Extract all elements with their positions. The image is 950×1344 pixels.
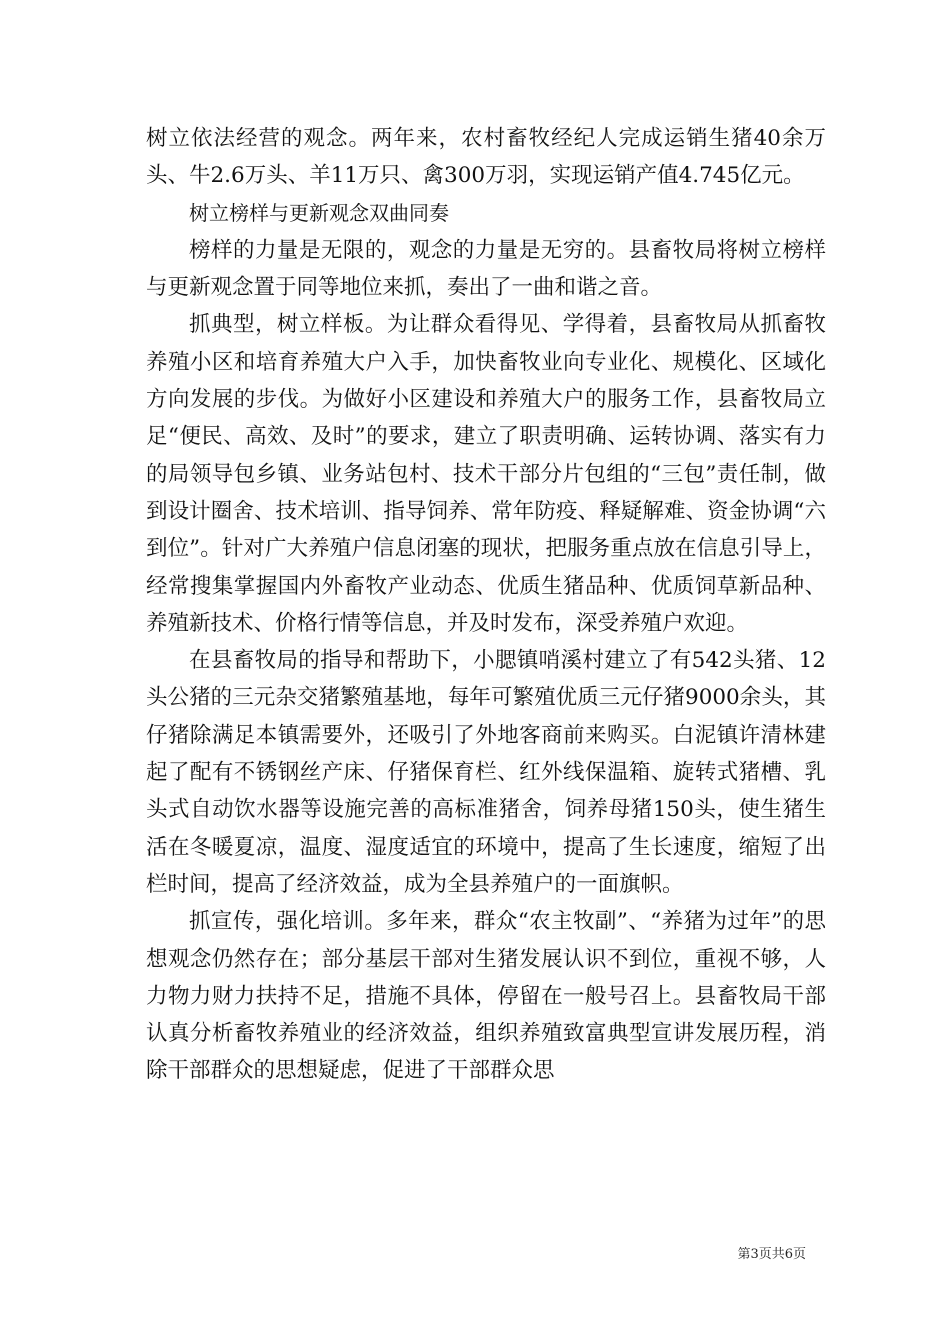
paragraph-continuation: 树立依法经营的观念。两年来，农村畜牧经纪人完成运销生猪40余万头、牛2.6万头、羊11万只、禽300万羽，实现运销产值4.745亿元。 — [146, 126, 826, 189]
paragraph-publicity-training: 抓宣传，强化培训。多年来，群众“农主牧副”、“养猪为过年”的思想观念仍然存在；部分基层干部对生猪发展认识不到位，重视不够，人力物力财力扶持不足，措施不具体，停留在一般号召上。县畜牧局干部认真分析畜牧养殖业的经济效益，组织养殖致富典型宣讲发展历程，消除干部群众的思想疑虑，促进了干部群众思 — [146, 909, 826, 1084]
paragraph-typical-model: 抓典型，树立样板。为让群众看得见、学得着，县畜牧局从抓畜牧养殖小区和培育养殖大户入手，加快畜牧业向专业化、规模化、区域化方向发展的步伐。为做好小区建设和养殖大户的服务工作，县畜牧局立足“便民、高效、及时”的要求，建立了职责明确、运转协调、落实有力的局领导包乡镇、业务站包村、技术干部分片包组的“三包”责任制，做到设计圈舍、技术培训、指导饲养、常年防疫、释疑解难、资金协调“六到位”。针对广大养殖户信息闭塞的现状，把服务重点放在信息引导上，经常搜集掌握国内外畜牧产业动态、优质生猪品种、优质饲草新品种、养殖新技术、价格行情等信息，并及时发布，深受养殖户欢迎。 — [146, 312, 826, 636]
paragraph-intro: 榜样的力量是无限的，观念的力量是无穷的。县畜牧局将树立榜样与更新观念置于同等地位来抓，奏出了一曲和谐之音。 — [146, 237, 826, 301]
section-heading: 树立榜样与更新观念双曲同奏 — [189, 200, 449, 225]
paragraph-breeding-base: 在县畜牧局的指导和帮助下，小腮镇哨溪村建立了有542头猪、12头公猪的三元杂交猪繁殖基地，每年可繁殖优质三元仔猪9000余头，其仔猪除满足本镇需要外，还吸引了外地客商前来购买。白泥镇许清林建起了配有不锈钢丝产床、仔猪保育栏、红外线保温箱、旋转式猪槽、乳头式自动饮水器等设施完善的高标准猪舍，饲养母猪150头，使生猪生活在冬暖夏凉，温度、湿度适宜的环境中，提高了生长速度，缩短了出栏时间，提高了经济效益，成为全县养殖户的一面旗帜。 — [146, 648, 826, 897]
document-body — [146, 120, 826, 1090]
page-number-footer: 第3页共6页 — [737, 1247, 806, 1262]
